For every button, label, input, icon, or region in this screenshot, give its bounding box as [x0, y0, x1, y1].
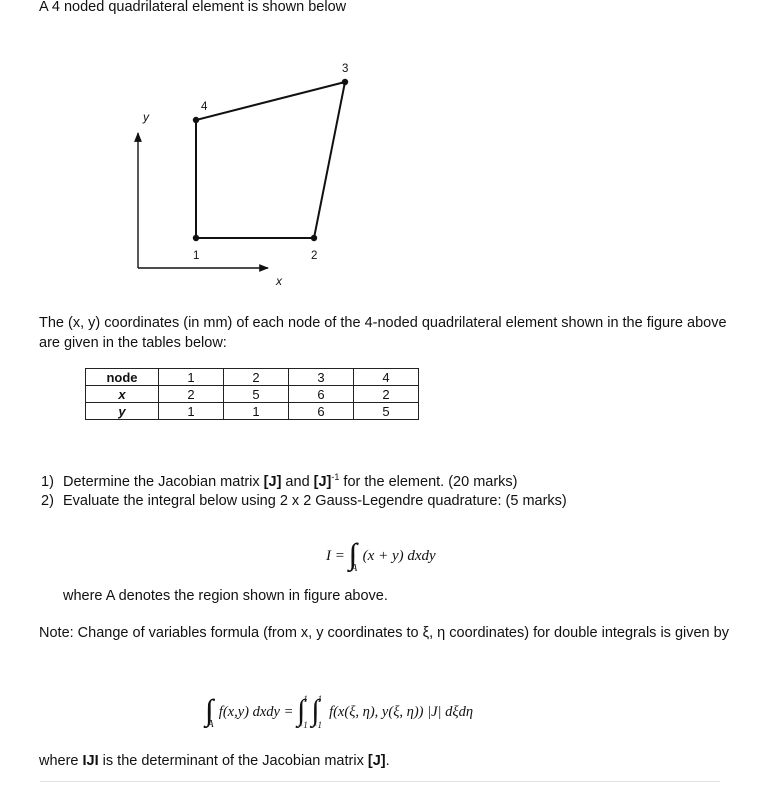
- question-number: 2): [41, 493, 54, 509]
- question-2: [41, 491, 567, 511]
- question-1: [41, 472, 518, 492]
- formula-rhs: f(x(ξ, η), y(ξ, η)) |J| dξdη: [329, 704, 474, 720]
- determinant-note: [39, 751, 390, 771]
- table-cell: 1: [159, 403, 224, 420]
- table-cell: 1: [224, 403, 289, 420]
- node-1-label: 1: [193, 250, 200, 262]
- integral-limits: [297, 693, 311, 730]
- table-header-cell: 4: [354, 369, 419, 386]
- integral-lhs: I =: [326, 548, 345, 564]
- change-of-variables-formula: [205, 690, 473, 730]
- lower-limit: −1: [311, 719, 323, 730]
- determinant-text: is the determinant of the Jacobian matrix: [98, 753, 368, 769]
- element-outline: [196, 82, 345, 238]
- question-number: 1): [41, 474, 54, 490]
- question-text: Evaluate the integral below using 2 x 2 Gauss-Legendre quadrature: (5 marks): [63, 493, 567, 509]
- determinant-text: .: [385, 753, 390, 769]
- integral-subscript: A: [207, 719, 214, 730]
- jacobian-symbol: [J]: [367, 753, 386, 769]
- integral-subscript: A: [351, 563, 358, 574]
- inverse-superscript: -1: [331, 472, 340, 483]
- question-text: for the element. (20 marks): [339, 474, 518, 490]
- upper-limit: 1: [303, 693, 308, 704]
- integrand: (x + y) dxdy: [362, 548, 436, 564]
- jacobian-symbol: [J]: [263, 474, 282, 490]
- node-4-label: 4: [201, 101, 208, 113]
- x-axis-label: x: [276, 274, 282, 288]
- note-paragraph: Note: Change of variables formula (from x, y coordinates to ξ, η coordinates) for double integrals is given by: [39, 625, 729, 641]
- question-text: Determine the Jacobian matrix: [63, 474, 264, 490]
- table-header-cell: 3: [289, 369, 354, 386]
- table-cell: 6: [289, 403, 354, 420]
- table-cell: y: [86, 403, 159, 420]
- table-cell: 2: [159, 386, 224, 403]
- coordinates-table: [85, 368, 419, 420]
- table-header-row: [86, 369, 419, 386]
- table-cell: 5: [354, 403, 419, 420]
- quadrilateral-figure: [0, 0, 761, 300]
- table-cell: x: [86, 386, 159, 403]
- y-axis-label: y: [143, 110, 149, 124]
- question-text: and: [281, 474, 314, 490]
- table-header-cell: 1: [159, 369, 224, 386]
- problem-title: A 4 noded quadrilateral element is shown below: [39, 0, 347, 15]
- table-header-cell: node: [86, 369, 159, 386]
- determinant-symbol: IJI: [82, 753, 99, 769]
- lower-limit: −1: [297, 719, 308, 730]
- formula-lhs: f(x,y) dxdy =: [218, 704, 294, 720]
- node-3-label: 3: [342, 63, 349, 75]
- node-2-point: [311, 235, 317, 241]
- region-description: where A denotes the region shown in figure above.: [63, 588, 388, 604]
- table-header-cell: 2: [224, 369, 289, 386]
- node-2-label: 2: [311, 250, 318, 262]
- upper-limit: 1: [317, 693, 322, 704]
- integral-equation: [326, 534, 436, 574]
- determinant-text: where: [39, 753, 83, 769]
- integral-limits: [311, 693, 325, 730]
- table-row: [86, 403, 419, 420]
- node-1-point: [193, 235, 199, 241]
- table-cell: 6: [289, 386, 354, 403]
- table-row: [86, 386, 419, 403]
- jacobian-symbol: [J]: [313, 474, 332, 490]
- intro-paragraph: The (x, y) coordinates (in mm) of each node of the 4-noded quadrilateral element shown in the figure above are given in the tables below:: [39, 315, 727, 351]
- node-4-point: [193, 117, 199, 123]
- table-cell: 5: [224, 386, 289, 403]
- table-cell: 2: [354, 386, 419, 403]
- divider: [40, 781, 720, 782]
- node-3-point: [342, 79, 348, 85]
